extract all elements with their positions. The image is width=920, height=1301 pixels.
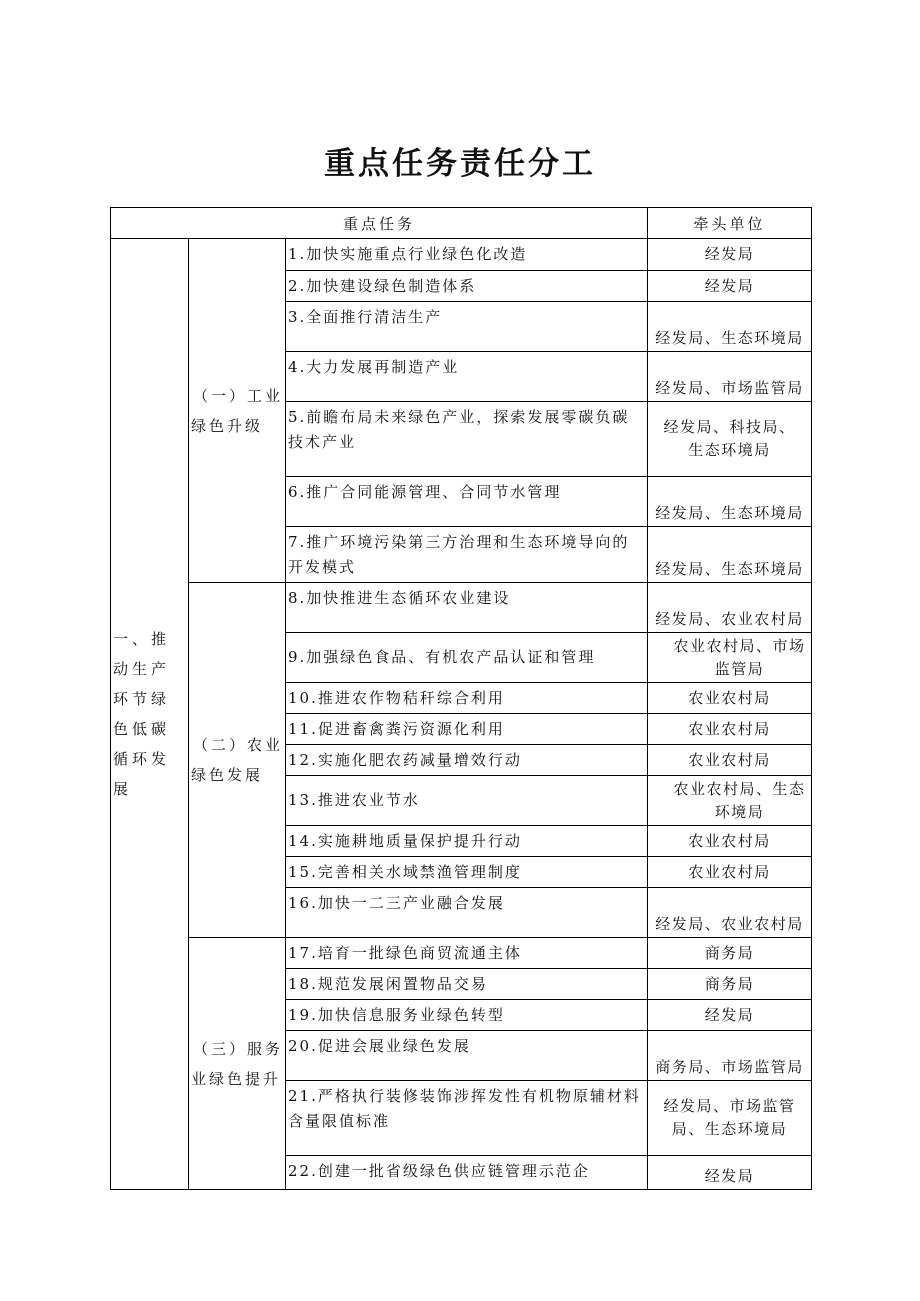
header-lead: 牵头单位 [648, 208, 812, 239]
lead-cell: 商务局 [648, 969, 812, 1000]
task-cell: 20.促进会展业绿色发展 [286, 1031, 648, 1081]
task-cell: 6.推广合同能源管理、合同节水管理 [286, 477, 648, 527]
lead-cell: 经发局、生态环境局 [648, 527, 812, 583]
lead-cell: 经发局、科技局、生态环境局 [648, 402, 812, 477]
lead-cell: 经发局 [648, 1156, 812, 1190]
task-cell: 5.前瞻布局未来绿色产业，探索发展零碳负碳技术产业 [286, 402, 648, 477]
group-cell: （二）农业 绿色发展 [189, 583, 286, 938]
lead-cell: 经发局、市场监管局、生态环境局 [648, 1081, 812, 1156]
task-cell: 4.大力发展再制造产业 [286, 352, 648, 402]
task-cell: 19.加快信息服务业绿色转型 [286, 1000, 648, 1031]
category-cell: 一、推动生产环节绿色低碳循环发展 [111, 239, 189, 1190]
lead-cell: 农业农村局 [648, 683, 812, 714]
lead-cell: 经发局 [648, 271, 812, 302]
lead-cell: 农业农村局、生态环境局 [648, 776, 812, 826]
lead-cell: 农业农村局 [648, 714, 812, 745]
task-cell: 13.推进农业节水 [286, 776, 648, 826]
task-cell: 16.加快一二三产业融合发展 [286, 888, 648, 938]
task-cell: 21.严格执行装修装饰涉挥发性有机物原辅材料含量限值标准 [286, 1081, 648, 1156]
lead-cell: 经发局、农业农村局 [648, 888, 812, 938]
header-task: 重点任务 [111, 208, 648, 239]
lead-cell: 经发局、生态环境局 [648, 477, 812, 527]
page-title: 重点任务责任分工 [324, 146, 596, 182]
lead-cell: 经发局 [648, 1000, 812, 1031]
lead-cell: 经发局、农业农村局 [648, 583, 812, 633]
lead-cell: 商务局 [648, 938, 812, 969]
task-cell: 9.加强绿色食品、有机农产品认证和管理 [286, 633, 648, 683]
task-cell: 22.创建一批省级绿色供应链管理示范企 [286, 1156, 648, 1190]
lead-cell: 经发局 [648, 239, 812, 271]
lead-cell: 经发局、生态环境局 [648, 302, 812, 352]
task-cell: 18.规范发展闲置物品交易 [286, 969, 648, 1000]
lead-cell: 农业农村局、市场监管局 [648, 633, 812, 683]
task-cell: 1.加快实施重点行业绿色化改造 [286, 239, 648, 271]
lead-cell: 农业农村局 [648, 857, 812, 888]
task-cell: 3.全面推行清洁生产 [286, 302, 648, 352]
group-cell: （三）服务 业绿色提升 [189, 938, 286, 1190]
task-cell: 2.加快建设绿色制造体系 [286, 271, 648, 302]
task-cell: 12.实施化肥农药减量增效行动 [286, 745, 648, 776]
lead-cell: 商务局、市场监管局 [648, 1031, 812, 1081]
lead-cell: 农业农村局 [648, 745, 812, 776]
task-cell: 7.推广环境污染第三方治理和生态环境导向的开发模式 [286, 527, 648, 583]
task-cell: 11.促进畜禽粪污资源化利用 [286, 714, 648, 745]
group-cell: （一）工业 绿色升级 [189, 239, 286, 583]
task-table [110, 207, 812, 1190]
task-cell: 14.实施耕地质量保护提升行动 [286, 826, 648, 857]
lead-cell: 经发局、市场监管局 [648, 352, 812, 402]
lead-cell: 农业农村局 [648, 826, 812, 857]
task-cell: 8.加快推进生态循环农业建设 [286, 583, 648, 633]
task-cell: 17.培育一批绿色商贸流通主体 [286, 938, 648, 969]
task-cell: 10.推进农作物秸秆综合利用 [286, 683, 648, 714]
task-cell: 15.完善相关水域禁渔管理制度 [286, 857, 648, 888]
